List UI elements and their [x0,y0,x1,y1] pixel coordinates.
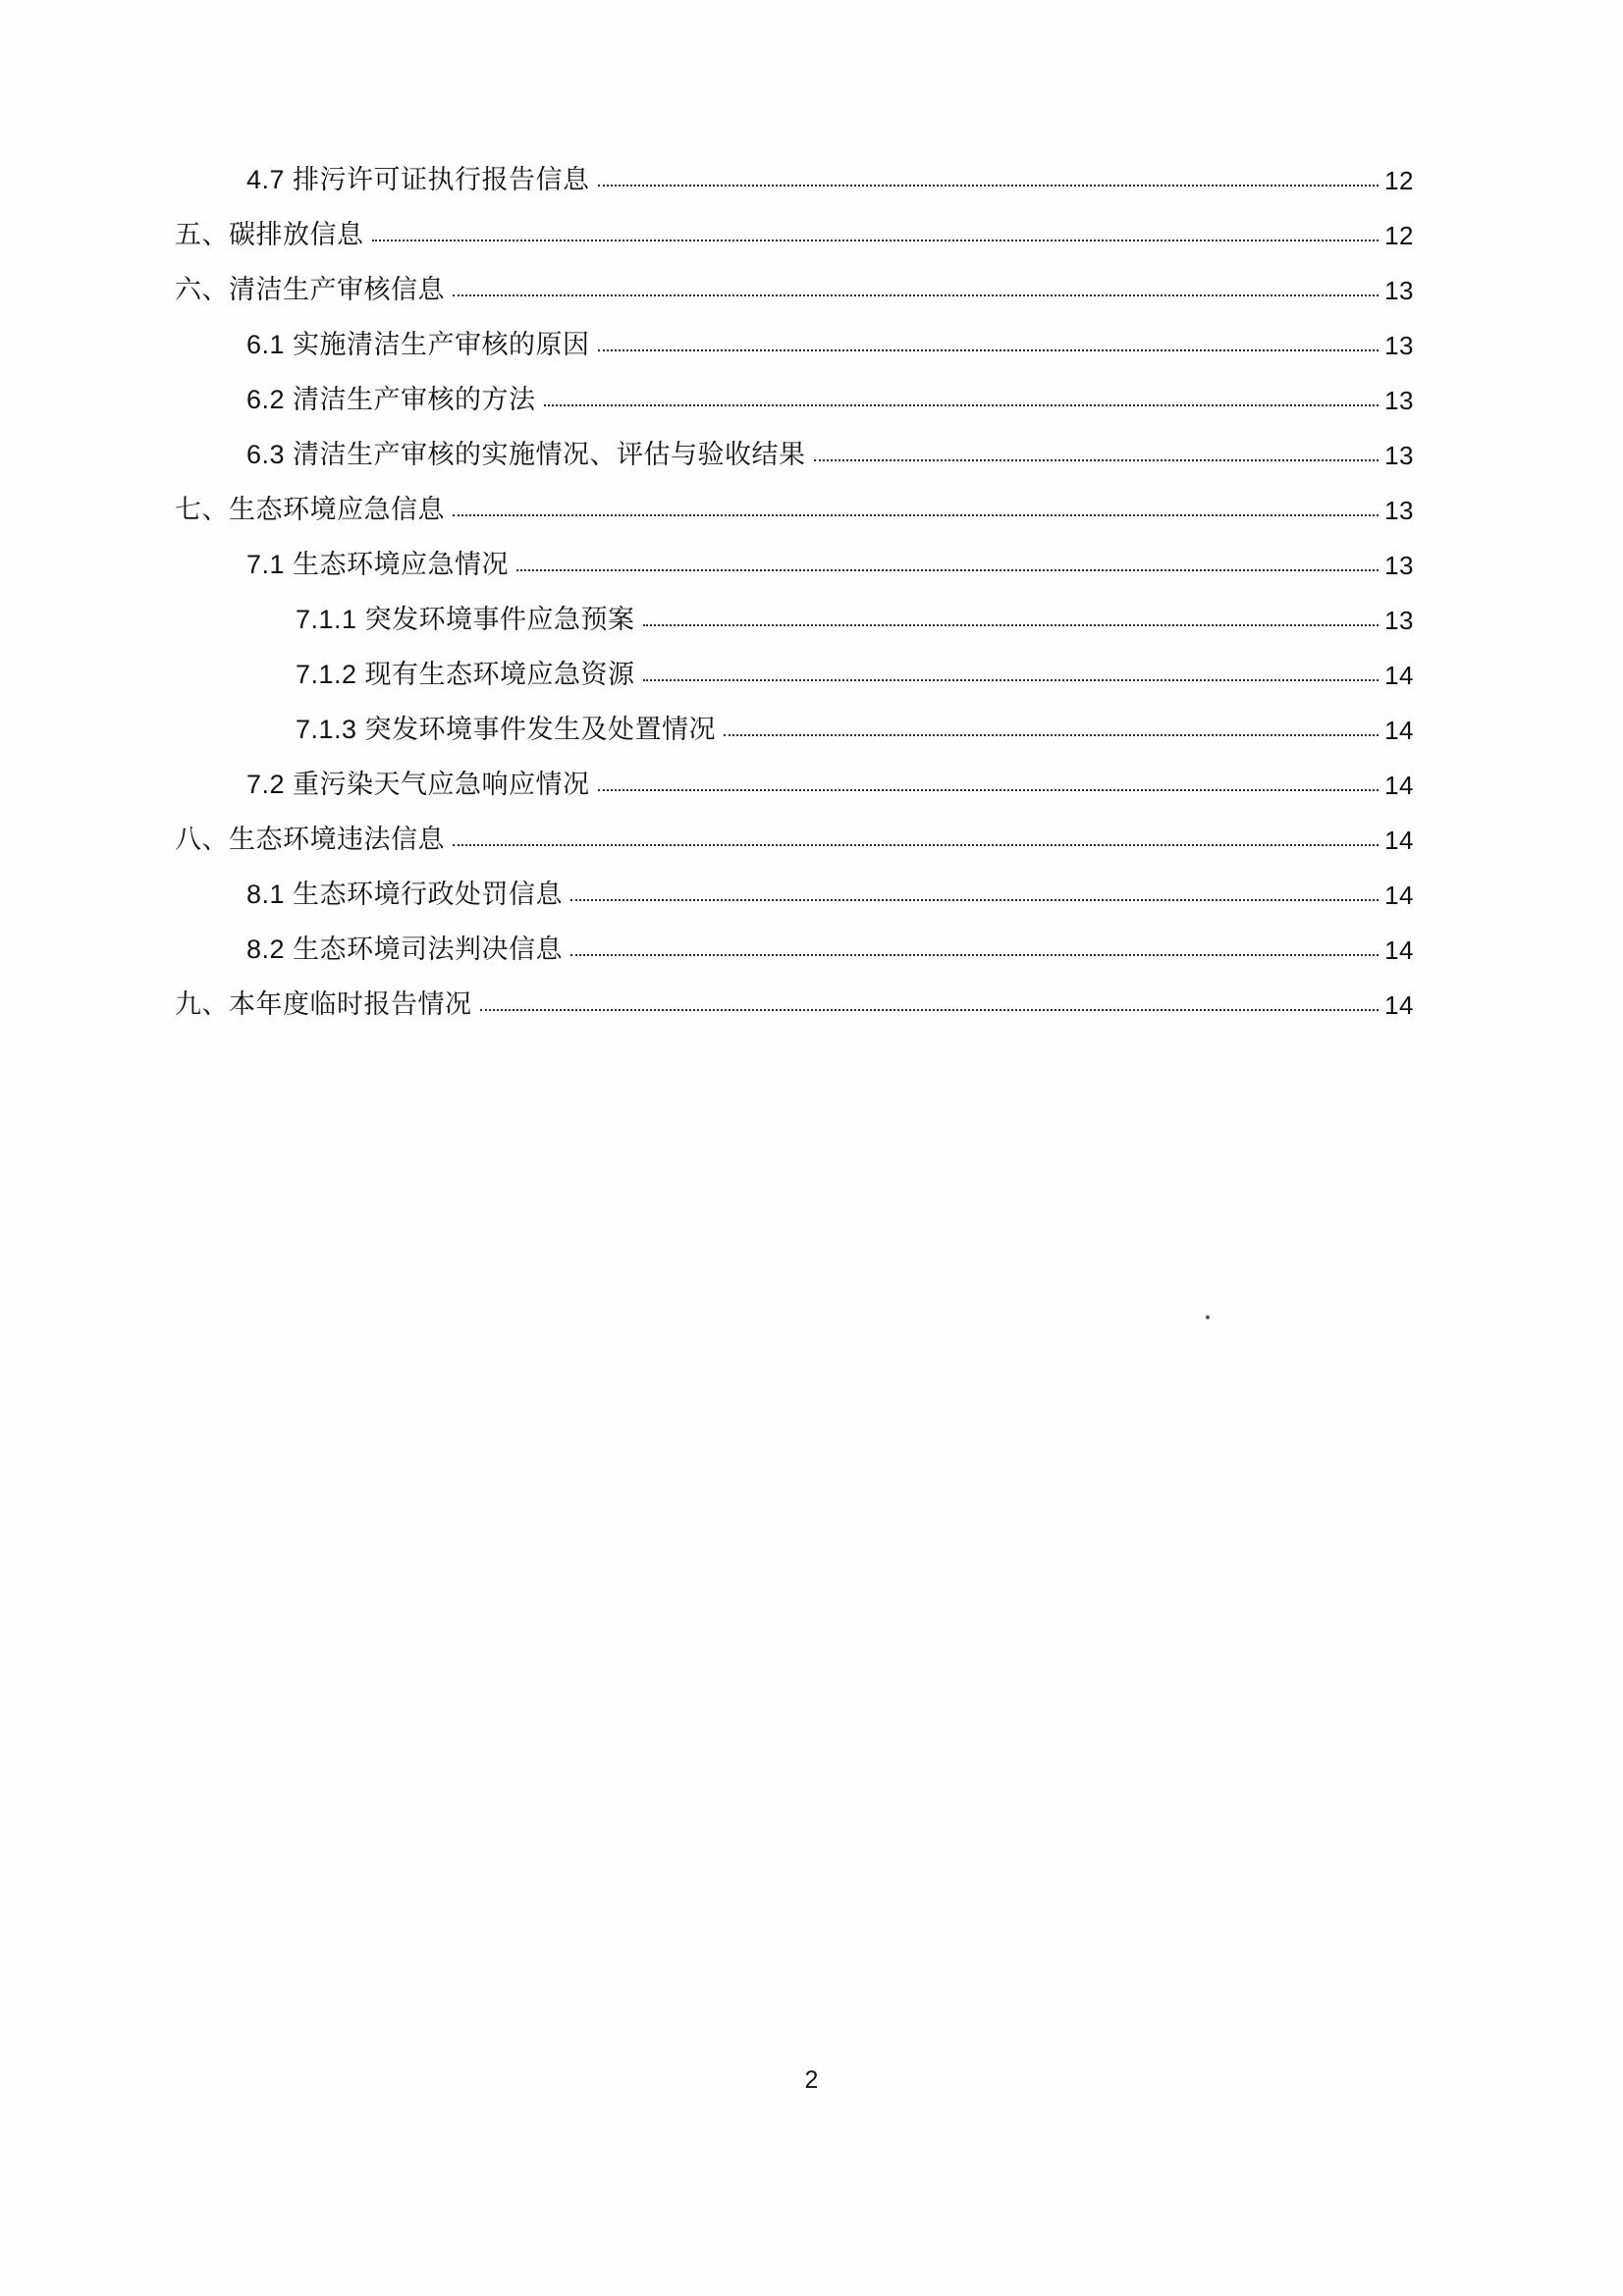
toc-leader-dots [544,403,1380,406]
toc-leader-dots [814,458,1380,461]
toc-entry-label: 七、生态环境应急信息 [175,495,445,524]
toc-entry[interactable] [175,827,1414,853]
toc-leader-dots [516,568,1379,571]
toc-entry-label: 6.1 实施清洁生产审核的原因 [246,330,590,359]
toc-entry-page-number: 13 [1384,331,1414,360]
toc-entry-page-number: 13 [1384,606,1414,635]
toc-leader-dots [598,788,1380,791]
toc-entry-page-number: 14 [1384,935,1414,965]
toc-entry-page-number: 14 [1384,990,1414,1020]
toc-entry-label: 五、碳排放信息 [175,220,364,249]
toc-entry-label: 6.2 清洁生产审核的方法 [246,385,536,414]
toc-entry[interactable] [246,881,1414,908]
table-of-contents [175,165,1414,1046]
toc-entry-label: 7.1.1 突发环境事件应急预案 [296,605,635,634]
toc-entry-page-number: 14 [1384,771,1414,800]
toc-entry[interactable] [246,442,1414,468]
toc-entry[interactable] [175,277,1414,303]
toc-entry-page-number: 13 [1384,276,1414,305]
toc-entry-page-number: 14 [1384,716,1414,745]
toc-leader-dots [480,1008,1380,1011]
page-number: 2 [804,2066,819,2094]
toc-entry[interactable] [175,497,1414,523]
toc-entry-label: 7.1.2 现有生态环境应急资源 [296,660,635,689]
toc-entry-label: 八、生态环境违法信息 [175,825,445,854]
toc-entry[interactable] [246,332,1414,358]
toc-entry-page-number: 12 [1384,166,1414,195]
toc-leader-dots [453,294,1379,296]
toc-entry-label: 6.3 清洁生产审核的实施情况、评估与验收结果 [246,440,806,469]
toc-entry-page-number: 13 [1384,441,1414,470]
toc-entry[interactable] [175,222,1414,248]
toc-entry-label: 4.7 排污许可证执行报告信息 [246,165,590,194]
toc-entry-page-number: 14 [1384,661,1414,690]
toc-entry[interactable] [296,717,1414,743]
toc-entry[interactable] [246,387,1414,413]
toc-entry-label: 7.2 重污染天气应急响应情况 [246,770,590,799]
toc-leader-dots [598,184,1380,187]
toc-entry[interactable] [246,167,1414,193]
toc-entry-label: 7.1 生态环境应急情况 [246,550,510,579]
toc-entry[interactable] [296,607,1414,633]
toc-entry[interactable] [296,662,1414,688]
toc-entry-page-number: 13 [1384,551,1414,580]
toc-entry-page-number: 12 [1384,221,1414,250]
toc-leader-dots [453,513,1379,516]
toc-leader-dots [570,898,1379,901]
toc-entry-label: 8.2 生态环境司法判决信息 [246,934,564,964]
toc-entry-page-number: 14 [1384,881,1414,910]
toc-leader-dots [453,843,1379,846]
toc-entry[interactable] [246,772,1414,798]
toc-leader-dots [570,953,1379,956]
toc-entry-page-number: 13 [1384,386,1414,415]
toc-leader-dots [724,733,1379,736]
stray-mark [1206,1315,1210,1319]
toc-entry[interactable] [175,991,1414,1018]
toc-entry-label: 九、本年度临时报告情况 [175,989,472,1019]
toc-entry-page-number: 13 [1384,496,1414,525]
toc-entry-label: 六、清洁生产审核信息 [175,275,445,304]
toc-leader-dots [598,348,1380,351]
toc-entry-page-number: 14 [1384,826,1414,855]
toc-leader-dots [372,239,1380,241]
toc-entry[interactable] [246,936,1414,963]
toc-entry-label: 7.1.3 突发环境事件发生及处置情况 [296,715,717,744]
toc-leader-dots [643,623,1380,626]
toc-leader-dots [643,678,1380,681]
toc-entry[interactable] [246,552,1414,578]
toc-entry-label: 8.1 生态环境行政处罚信息 [246,880,564,909]
